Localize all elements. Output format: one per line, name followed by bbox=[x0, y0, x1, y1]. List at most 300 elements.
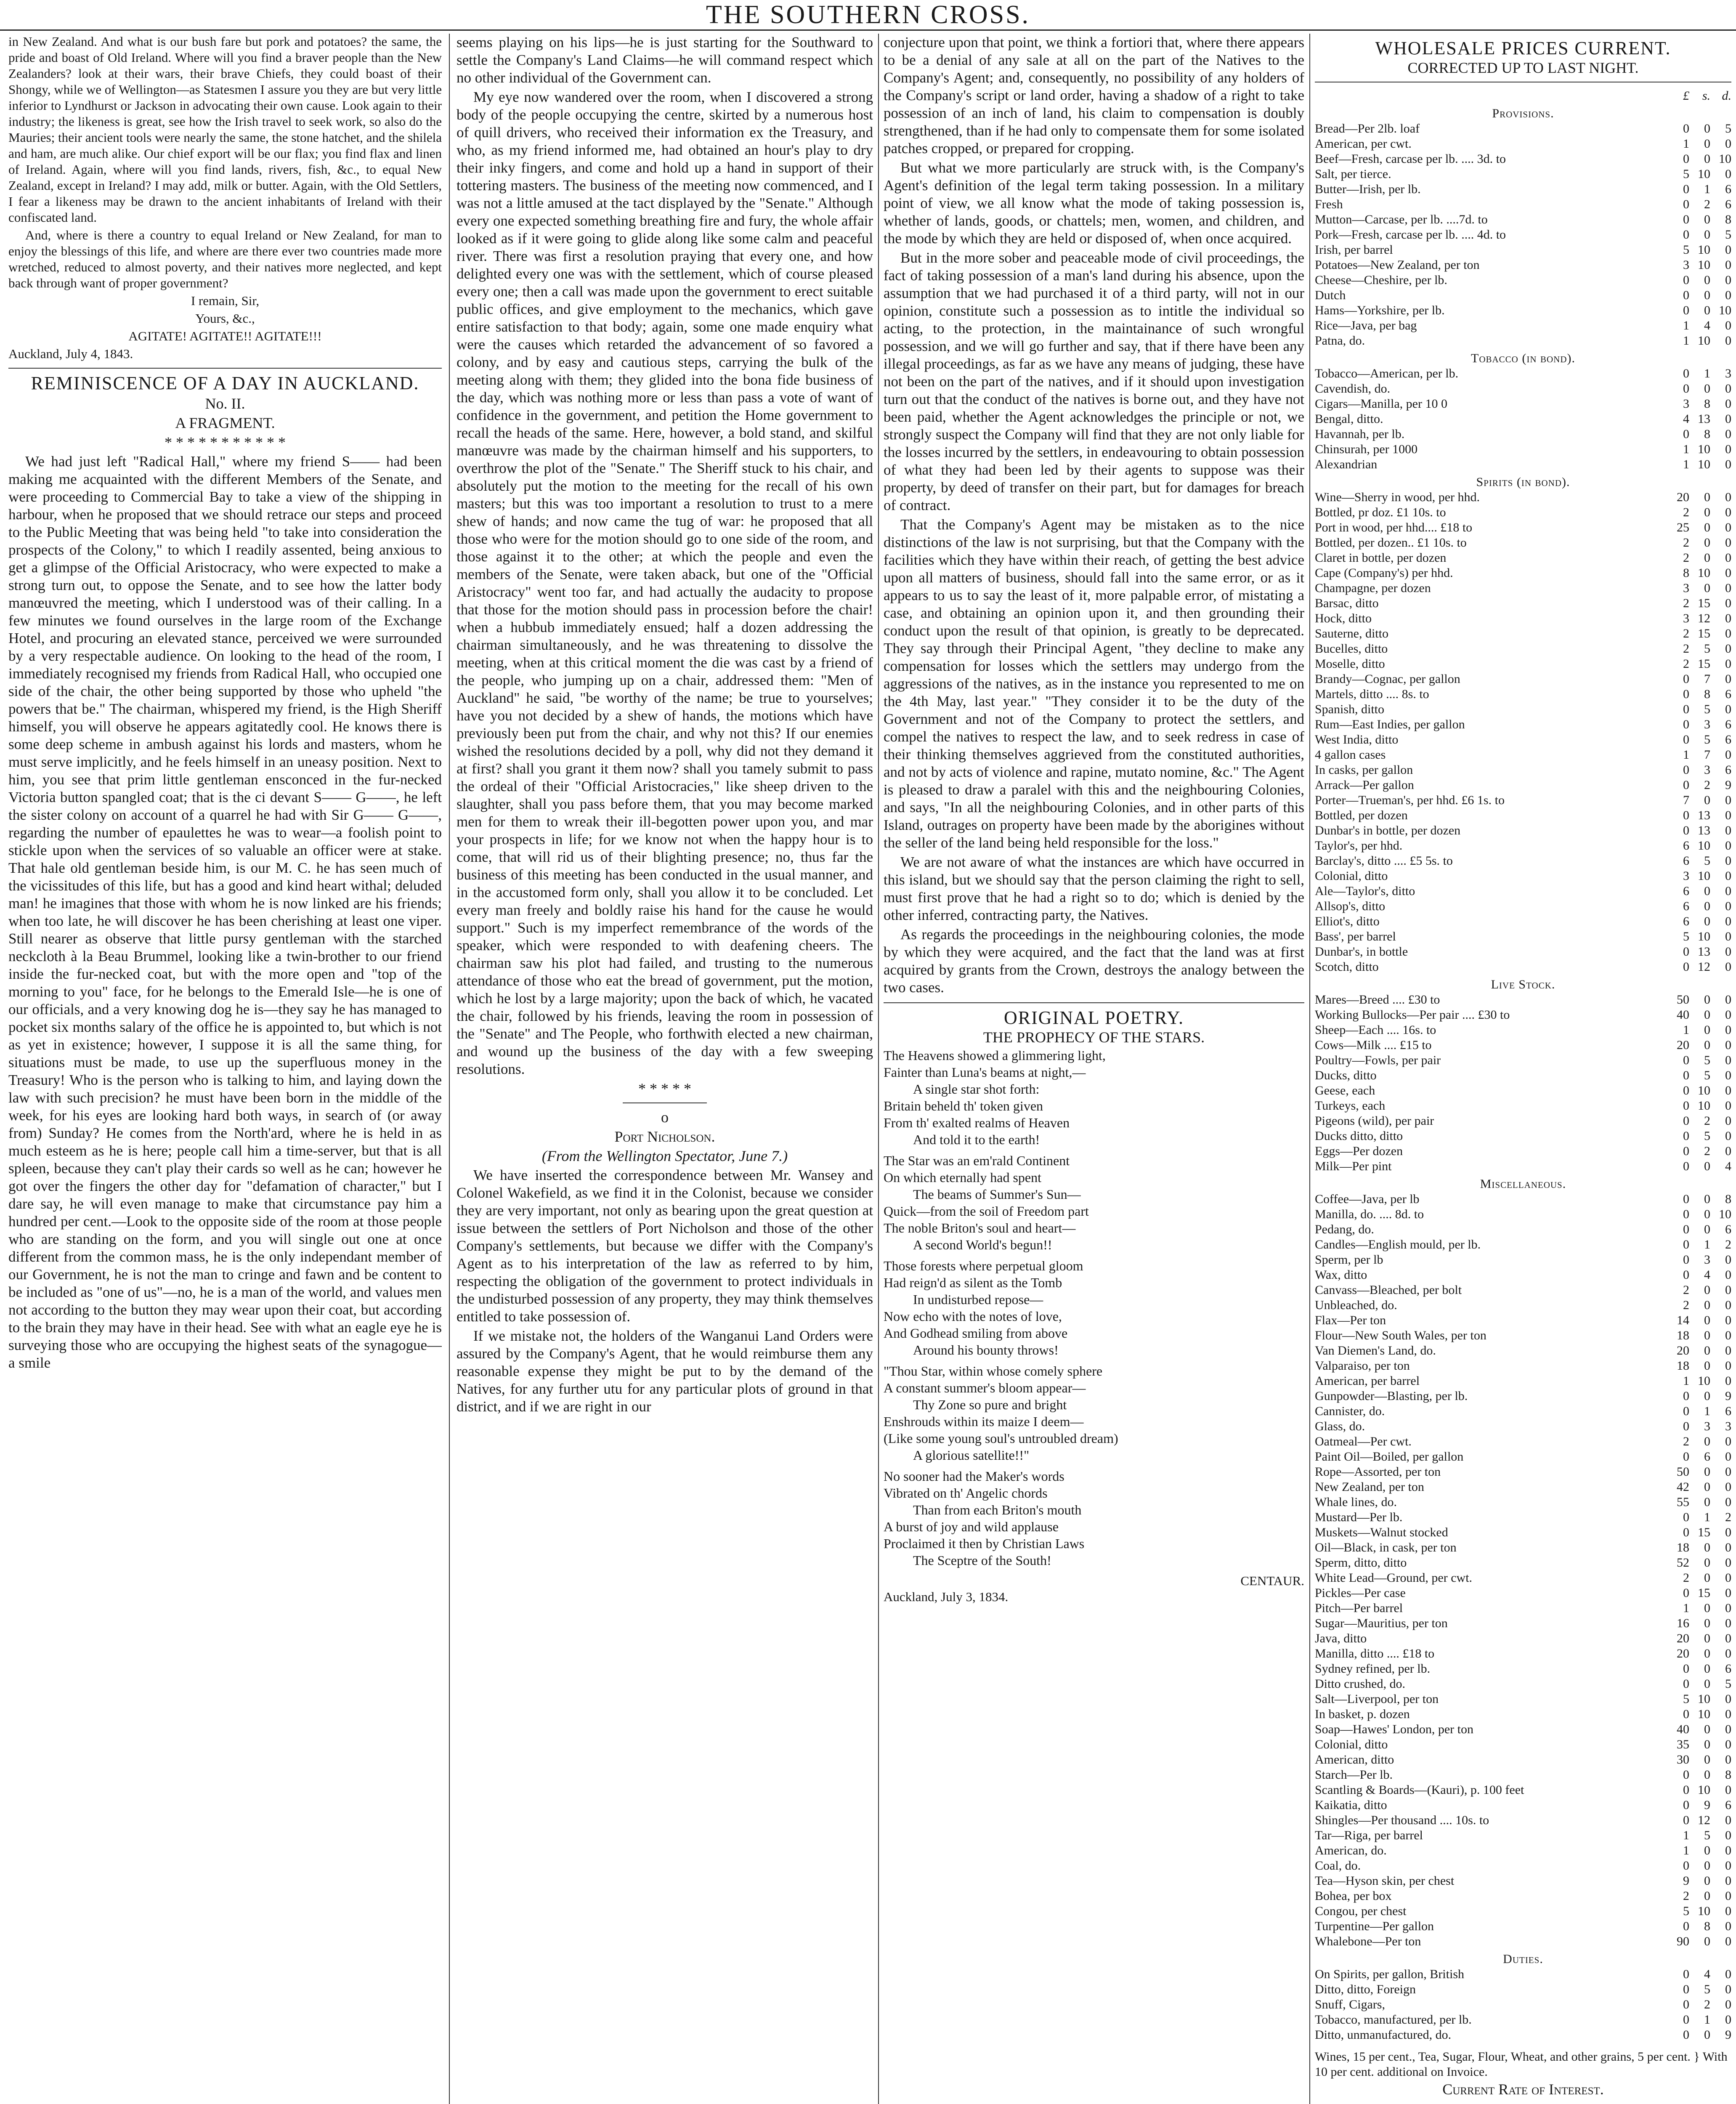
price-row bbox=[1315, 641, 1731, 656]
price-value: 0 bbox=[1683, 1798, 1689, 1812]
price-row bbox=[1315, 366, 1731, 381]
price-row bbox=[1315, 2027, 1731, 2043]
poem-line: Britain beheld th' token given bbox=[884, 1098, 1043, 1113]
price-item: Manilla, do. .... 8d. to bbox=[1315, 1207, 1424, 1221]
price-item: Scotch, ditto bbox=[1315, 960, 1379, 974]
price-value: 13 bbox=[1698, 945, 1710, 959]
poem-dateline: Auckland, July 3, 1834. bbox=[884, 1589, 1009, 1604]
price-value: 0 bbox=[1683, 1207, 1689, 1221]
poem-line: Proclaimed it then by Christian Laws bbox=[884, 1536, 1085, 1551]
price-value: 5 bbox=[1683, 1692, 1689, 1706]
price-row bbox=[1315, 853, 1731, 869]
price-value: 0 bbox=[1725, 1692, 1731, 1706]
price-value: 0 bbox=[1704, 1495, 1710, 1509]
price-value: 0 bbox=[1725, 566, 1731, 580]
price-value: 0 bbox=[1683, 1525, 1689, 1539]
price-row bbox=[1315, 490, 1731, 505]
price-value: 6 bbox=[1683, 884, 1689, 898]
price-value: 0 bbox=[1683, 763, 1689, 777]
price-value: 0 bbox=[1725, 1889, 1731, 1903]
column-rule bbox=[878, 34, 879, 2104]
price-row bbox=[1315, 914, 1731, 929]
price-item: Dutch bbox=[1315, 288, 1346, 302]
price-row bbox=[1315, 1934, 1731, 1949]
price-value: 5 bbox=[1704, 1129, 1710, 1143]
price-value: 10 bbox=[1698, 457, 1710, 471]
price-value: 1 bbox=[1683, 1601, 1689, 1615]
price-value: 0 bbox=[1704, 581, 1710, 595]
price-value: 2 bbox=[1725, 1510, 1731, 1524]
poem-line: Enshrouds within its maize I deem— bbox=[884, 1414, 1084, 1429]
price-item: Elliot's, ditto bbox=[1315, 914, 1380, 928]
price-section-title: Miscellaneous. bbox=[1480, 1177, 1566, 1191]
price-value: 0 bbox=[1683, 1389, 1689, 1403]
price-value: 0 bbox=[1725, 1253, 1731, 1267]
price-value: 10 bbox=[1698, 1707, 1710, 1721]
price-value: 0 bbox=[1683, 733, 1689, 746]
price-value: 0 bbox=[1704, 551, 1710, 565]
price-value: 15 bbox=[1698, 596, 1710, 610]
poem-line: Thy Zone so pure and bright bbox=[913, 1397, 1067, 1412]
article-paragraph: We have inserted the correspondence between Mr. Wansey and Colonel Wakefield, as we find it in the Colonist, because we consider they are very important, not only as bearing upon the great question at issue between the settlers of Port Nicholson and those of the other Company's settlements, but because we differ with the Company's Agent as to his interpretation of the law as referred to by him, respecting the obligation of the government to protect individuals in the undisturbed possession of any property, they may think themselves entitled to take possession of. bbox=[457, 1167, 873, 1325]
price-value: 10 bbox=[1698, 258, 1710, 272]
divider-ornament: o bbox=[661, 1109, 669, 1126]
price-row bbox=[1315, 318, 1731, 333]
price-row bbox=[1315, 303, 1731, 318]
duties-note-brace: } bbox=[1694, 2050, 1703, 2064]
price-item: Ale—Taylor's, ditto bbox=[1315, 884, 1415, 898]
price-value: 0 bbox=[1725, 1465, 1731, 1479]
price-item: In casks, per gallon bbox=[1315, 763, 1413, 777]
price-row bbox=[1315, 1113, 1731, 1129]
price-value: 0 bbox=[1704, 1344, 1710, 1358]
price-value: 15 bbox=[1698, 657, 1710, 671]
price-value: 0 bbox=[1704, 137, 1710, 151]
price-row bbox=[1315, 427, 1731, 442]
price-value: 0 bbox=[1725, 657, 1731, 671]
price-item: New Zealand, per ton bbox=[1315, 1480, 1424, 1494]
price-value: 0 bbox=[1725, 536, 1731, 550]
price-value: 0 bbox=[1683, 273, 1689, 287]
price-value: 5 bbox=[1683, 243, 1689, 257]
price-item: Barclay's, ditto .... £5 5s. to bbox=[1315, 854, 1453, 868]
price-value: 0 bbox=[1725, 1541, 1731, 1554]
price-value: 10 bbox=[1698, 566, 1710, 580]
price-value: 0 bbox=[1683, 1053, 1689, 1067]
price-value: 0 bbox=[1683, 1859, 1689, 1873]
price-item: Pickles—Per case bbox=[1315, 1586, 1406, 1600]
price-value: 10 bbox=[1698, 1084, 1710, 1097]
price-value: 1 bbox=[1704, 1238, 1710, 1251]
price-value: 1 bbox=[1704, 1510, 1710, 1524]
article-paragraph: We are not aware of what the instances are which have occurred in this island, but we should say that the person claiming the right to sell, must first prove that he had a right so to do; which is denied by the other inferred, contracting party, the Natives. bbox=[884, 854, 1304, 923]
price-value: 0 bbox=[1683, 717, 1689, 731]
price-value: 6 bbox=[1725, 763, 1731, 777]
price-value: 0 bbox=[1725, 930, 1731, 943]
price-value: 0 bbox=[1704, 1008, 1710, 1022]
price-value: 90 bbox=[1677, 1934, 1689, 1948]
price-value: 55 bbox=[1677, 1495, 1689, 1509]
price-value: 0 bbox=[1725, 412, 1731, 426]
price-item: Bottled, per dozen bbox=[1315, 808, 1408, 822]
asterisk-line: * * * * * bbox=[638, 1080, 691, 1097]
poem-line: On which eternally had spent bbox=[884, 1170, 1041, 1185]
price-row bbox=[1315, 611, 1731, 626]
price-value: 10 bbox=[1698, 930, 1710, 943]
article-paragraph: conjecture upon that point, we think a fortiori that, where there appears to be a denial of any sale at all on the part of the Natives to the Company's Agent; and, consequently, no possibility of any holders of the Company's script or land order, having a shadow of a right to take possession of an inch of land, his claim to compensation is doubly strengthened, than if he had only to compensate them for some isolated patches cropped, or prepared for cropping. bbox=[884, 34, 1304, 157]
poem-line: The Star was an em'rald Continent bbox=[884, 1153, 1070, 1168]
price-item: Mares—Breed .... £30 to bbox=[1315, 993, 1440, 1007]
price-value: 3 bbox=[1683, 258, 1689, 272]
price-value: 0 bbox=[1725, 1495, 1731, 1509]
price-row bbox=[1315, 1692, 1731, 1707]
price-value: 2 bbox=[1683, 1889, 1689, 1903]
price-item: Glass, do. bbox=[1315, 1419, 1365, 1433]
price-row bbox=[1315, 732, 1731, 747]
price-row bbox=[1315, 1083, 1731, 1098]
price-item: Pork—Fresh, carcase per lb. .... 4d. to bbox=[1315, 228, 1506, 242]
price-item: Turpentine—Per gallon bbox=[1315, 1919, 1434, 1933]
price-value: 20 bbox=[1677, 1647, 1689, 1660]
price-section-row bbox=[1315, 472, 1731, 490]
price-item: Colonial, ditto bbox=[1315, 1737, 1388, 1751]
price-row bbox=[1315, 687, 1731, 702]
price-value: 0 bbox=[1704, 1844, 1710, 1857]
article-paragraph: That the Company's Agent may be mistaken as to the nice distinctions of the law is not surprising, but that the Company with the facilities which they have within their reach, of getting the best advice upon all matters of business, should fall into the same error, or as it appears to us to say the least of it, more palpable error, of mistating a case, and obtaining an opinion upon it, and then grounding their conduct upon the result of that opinion, is greatly to be deprecated. They say through their Principal Agent, "they decline to make any compensation for losses which the settlers may undergo from the aggressions of the natives, as in the instance you represented to me on the 4th May, last year." "They consider it to be the duty of the Government and not of the Company to protect the settlers, and compel the natives to respect the law, and to seek redress in case of their thinking themselves aggrieved from the constituted authorities, and not by acts of violence and rapine, mutato nomine, &c." The Agent is pleased to draw a paralel with this and the neighbouring Colonies, and says, "In all the neighbouring Colonies, and in other parts of this Island, outrages on property have been made by the aborigines without the seller of the land being held responsible for the loss." bbox=[884, 516, 1304, 851]
price-value: 0 bbox=[1683, 367, 1689, 380]
price-value: 0 bbox=[1683, 1404, 1689, 1418]
price-value: 13 bbox=[1698, 808, 1710, 822]
price-row bbox=[1315, 1889, 1731, 1904]
price-value: 0 bbox=[1725, 1038, 1731, 1052]
price-row bbox=[1315, 1601, 1731, 1616]
price-value: 0 bbox=[1704, 152, 1710, 166]
price-value: 0 bbox=[1683, 1084, 1689, 1097]
poem bbox=[884, 1047, 1304, 1569]
poem-stanza bbox=[884, 1257, 1304, 1358]
price-value: 0 bbox=[1704, 303, 1710, 317]
price-value: 5 bbox=[1725, 1677, 1731, 1691]
price-item: Flour—New South Wales, per ton bbox=[1315, 1328, 1486, 1342]
price-value: 2 bbox=[1683, 1298, 1689, 1312]
price-value: 0 bbox=[1725, 1753, 1731, 1767]
price-item: Havannah, per lb. bbox=[1315, 427, 1405, 441]
poem-stanza bbox=[884, 1152, 1304, 1253]
price-value: 3 bbox=[1725, 367, 1731, 380]
price-item: West India, ditto bbox=[1315, 733, 1399, 746]
price-value: 10 bbox=[1698, 869, 1710, 883]
price-item: Ditto crushed, do. bbox=[1315, 1677, 1405, 1691]
price-section-row bbox=[1315, 1174, 1731, 1192]
price-row bbox=[1315, 1646, 1731, 1661]
poem-line: A burst of joy and wild applause bbox=[884, 1519, 1059, 1534]
price-value: 0 bbox=[1725, 808, 1731, 822]
price-value: 8 bbox=[1704, 397, 1710, 411]
price-row bbox=[1315, 1707, 1731, 1722]
price-item: Oatmeal—Per cwt. bbox=[1315, 1435, 1412, 1448]
price-value: 0 bbox=[1725, 1707, 1731, 1721]
price-row bbox=[1315, 656, 1731, 672]
price-row bbox=[1315, 1722, 1731, 1737]
price-value: 0 bbox=[1704, 2028, 1710, 2042]
price-item: Patna, do. bbox=[1315, 334, 1365, 348]
price-value: 0 bbox=[1725, 627, 1731, 640]
price-value: 10 bbox=[1698, 243, 1710, 257]
price-item: Pitch—Per barrel bbox=[1315, 1601, 1403, 1615]
duties-note-left: Wines, 15 per cent., Tea, Sugar, Flour, Wheat, and other grains, 5 per cent. bbox=[1315, 2050, 1691, 2064]
price-value: 0 bbox=[1704, 1647, 1710, 1660]
price-value: 0 bbox=[1683, 1192, 1689, 1206]
price-item: In basket, p. dozen bbox=[1315, 1707, 1410, 1721]
price-row bbox=[1315, 899, 1731, 914]
poem-line: And told it to the earth! bbox=[913, 1132, 1040, 1147]
price-value: 0 bbox=[1725, 1313, 1731, 1327]
price-value: 13 bbox=[1698, 412, 1710, 426]
price-row bbox=[1315, 212, 1731, 227]
price-value: 0 bbox=[1725, 273, 1731, 287]
price-item: Sydney refined, per lb. bbox=[1315, 1662, 1431, 1676]
price-item: Bread—Per 2lb. loaf bbox=[1315, 122, 1420, 135]
price-value: 0 bbox=[1725, 611, 1731, 625]
price-item: Porter—Trueman's, per hhd. £6 1s. to bbox=[1315, 793, 1505, 807]
price-value: 0 bbox=[1683, 1099, 1689, 1113]
price-value: 0 bbox=[1725, 1435, 1731, 1448]
poem-line: The Sceptre of the South! bbox=[913, 1553, 1051, 1568]
price-row bbox=[1315, 1373, 1731, 1389]
price-value: 3 bbox=[1683, 397, 1689, 411]
price-value: 6 bbox=[1725, 687, 1731, 701]
price-value: 0 bbox=[1725, 596, 1731, 610]
price-value: 0 bbox=[1683, 960, 1689, 974]
poem-line: Fainter than Luna's beams at night,— bbox=[884, 1065, 1086, 1080]
price-row bbox=[1315, 121, 1731, 136]
price-value: 1 bbox=[1683, 1374, 1689, 1388]
price-value: 0 bbox=[1725, 672, 1731, 686]
price-item: Arrack—Per gallon bbox=[1315, 778, 1414, 792]
price-row bbox=[1315, 1813, 1731, 1828]
price-value: 0 bbox=[1704, 1859, 1710, 1873]
article-paragraph: We had just left "Radical Hall," where my friend S—— had been making me acquainted with the different Members of the Senate, and were proceeding to Commercial Bay to take a view of the shipping in harbour, when he proposed that we should retrace our steps and proceed to the Public Meeting that was being held "to take into consideration the prospects of the Colony," to which I readily assented, being anxious to get a glimpse of the Official Aristocracy, who were expected to make a strong turn out, to oppose the Senate, and to see how the latter body manœuvred the meeting, which I understood was of their calling. In a few minutes we found ourselves in the large room of the Exchange Hotel, and procuring an elevated stance, perceived we were surrounded by a very respectable audience. On looking to the head of the room, I immediately recognised my friends from Radical Hall, who occupied one side of the chair, the other being supported by those who upheld "the powers that be." The chairman, whispered my friend, is the High Sheriff himself, you will observe he appears agitatedly cool. He knows there is some deep scheme in ambush against his lords and masters, whom he must serve implicitly, and he feels himself in an uneasy position. Next to him, you see that prim little gentleman ensconced in the fur-necked Victoria button spangled coat; that is the ci devant S—— G——, he left the sister colony on account of a quarrel he had with Sir G—— G——, regarding the number of epaulettes he was to wear—a foolish point to stickle upon when the services of so valuable an officer were at stake. That hale old gentleman beside him, is our M. C. he has seen much of the vicissitudes of this life, but has a good and kind heart withal; deluded man! he imagines that those with whom he is now linked are his friends; when too late, he will discover he has been cherishing at least one viper. Still nearer as observe that little pursy gentleman with the starched neckcloth à la Beau Brummel, looking like a twin-brother to our friend inside the fur-necked coat, but with the more open and "top of the morning to you" face, for he belongs to the Emerald Isle—he is one of our officials, and a very knowing dog he is—they say he has managed to pocket six months salary of the office he is appointed to, but which is not as yet in existence; however, I suppose it is all the same thing, for situations must be made, to use up the superfluous money in the Treasury! Who is the person who is talking to him, and laying down the law with such precision? he must have been born in the middle of the week, for his eyes are looking hard both ways, in search of (or away from) Sunday? He comes from the North'ard, where he is held in as much esteem as he is here; people call him a time-server, but that is all spleen, because they can't play their cards so well as he can; however he got over the fingers the other day for "defamation of character," but I dare say, he will even manage to make that circumstance pay him a hundred per cent.—Look to the opposite side of the room at those people who are standing on the form, and you will single out one at once different from the common mass, he is the only independant member of our Government, he is not the man to cringe and fawn and be content to be included as "one of us"—no, he is a man of the world, and values men not according to the button they may wear upon their coat, but according to the brain they may have in their head. See with what an eagle eye he is surveying those who are occupying the highest seats of the synagogue—a smile bbox=[8, 453, 442, 1371]
price-row bbox=[1315, 535, 1731, 550]
price-value: 1 bbox=[1683, 1828, 1689, 1842]
price-item: Colonial, ditto bbox=[1315, 869, 1388, 883]
price-row bbox=[1315, 992, 1731, 1007]
price-row bbox=[1315, 242, 1731, 258]
price-value: 0 bbox=[1683, 303, 1689, 317]
price-value: 5 bbox=[1725, 122, 1731, 135]
price-value: 35 bbox=[1677, 1737, 1689, 1751]
price-value: 0 bbox=[1683, 1919, 1689, 1933]
price-item: Brandy—Cognac, per gallon bbox=[1315, 672, 1460, 686]
price-section-row bbox=[1315, 975, 1731, 992]
section-divider bbox=[623, 1102, 707, 1103]
price-item: American, ditto bbox=[1315, 1753, 1394, 1767]
price-value: 10 bbox=[1719, 303, 1731, 317]
price-value: 0 bbox=[1725, 1998, 1731, 2011]
price-value: 1 bbox=[1683, 748, 1689, 762]
price-value: 0 bbox=[1683, 1768, 1689, 1782]
price-value: 0 bbox=[1683, 1222, 1689, 1236]
price-value: 0 bbox=[1683, 824, 1689, 837]
price-value: 2 bbox=[1683, 596, 1689, 610]
price-item: Port in wood, per hhd.... £18 to bbox=[1315, 521, 1473, 534]
price-value: 25 bbox=[1677, 521, 1689, 534]
price-item: Bass', per barrel bbox=[1315, 930, 1396, 943]
duties-note-right: With 10 per cent. additional on Invoice. bbox=[1315, 2050, 1728, 2079]
price-row bbox=[1315, 1783, 1731, 1798]
price-row bbox=[1315, 1283, 1731, 1298]
price-value: 0 bbox=[1725, 914, 1731, 928]
price-row bbox=[1315, 1798, 1731, 1813]
price-row bbox=[1315, 1495, 1731, 1510]
poem-line: Quick—from the soil of Freedom part bbox=[884, 1203, 1089, 1219]
price-value: 3 bbox=[1704, 1419, 1710, 1433]
price-value: 0 bbox=[1725, 427, 1731, 441]
price-value: 0 bbox=[1704, 1934, 1710, 1948]
price-row bbox=[1315, 1510, 1731, 1525]
price-item: Soap—Hawes' London, per ton bbox=[1315, 1722, 1474, 1736]
poem-line: No sooner had the Maker's words bbox=[884, 1469, 1064, 1484]
price-row bbox=[1315, 396, 1731, 412]
price-row bbox=[1315, 566, 1731, 581]
price-item: Potatoes—New Zealand, per ton bbox=[1315, 258, 1480, 272]
currency-header: s. bbox=[1702, 89, 1710, 103]
letter-signoff: I remain, Sir, bbox=[191, 293, 260, 308]
price-value: 7 bbox=[1683, 793, 1689, 807]
price-value: 50 bbox=[1677, 1465, 1689, 1479]
price-value: 3 bbox=[1704, 1253, 1710, 1267]
price-value: 5 bbox=[1704, 1982, 1710, 1996]
price-item: Canvass—Bleached, per bolt bbox=[1315, 1283, 1462, 1297]
article-paragraph: But what we more particularly are struck with, is the Company's Agent's definition of the legal term taking possession. In a military point of view, we all know what the mode of taking possession is, whether of lands, goods, or chattels; men, women, and children, and the mode by which they are held or disposed of, when once acquired. bbox=[884, 159, 1304, 247]
price-value: 0 bbox=[1704, 884, 1710, 898]
price-value: 0 bbox=[1725, 1053, 1731, 1067]
poem-stanza bbox=[884, 1468, 1304, 1569]
price-item: Manilla, ditto .... £18 to bbox=[1315, 1647, 1435, 1660]
price-row bbox=[1315, 1298, 1731, 1313]
price-value: 0 bbox=[1704, 505, 1710, 519]
price-value: 0 bbox=[1725, 960, 1731, 974]
price-value: 0 bbox=[1683, 1159, 1689, 1173]
price-value: 2 bbox=[1725, 1238, 1731, 1251]
article-source: (From the Wellington Spectator, June 7.) bbox=[542, 1148, 788, 1164]
poem-stanza bbox=[884, 1363, 1304, 1464]
price-row bbox=[1315, 1419, 1731, 1434]
price-row bbox=[1315, 929, 1731, 944]
price-value: 0 bbox=[1704, 490, 1710, 504]
price-value: 2 bbox=[1683, 657, 1689, 671]
price-value: 0 bbox=[1704, 122, 1710, 135]
price-item: Mustard—Per lb. bbox=[1315, 1510, 1403, 1524]
price-row bbox=[1315, 1252, 1731, 1267]
price-value: 0 bbox=[1725, 1967, 1731, 1981]
price-item: Java, ditto bbox=[1315, 1631, 1367, 1645]
price-item: Cannister, do. bbox=[1315, 1404, 1385, 1418]
price-item: Tea—Hyson skin, per chest bbox=[1315, 1874, 1455, 1888]
poem-line: A single star shot forth: bbox=[913, 1081, 1040, 1097]
price-value: 1 bbox=[1704, 367, 1710, 380]
price-value: 4 bbox=[1683, 412, 1689, 426]
price-value: 40 bbox=[1677, 1008, 1689, 1022]
price-value: 0 bbox=[1725, 854, 1731, 868]
price-row bbox=[1315, 1858, 1731, 1873]
price-item: Candles—English mould, per lb. bbox=[1315, 1238, 1481, 1251]
column-3 bbox=[884, 34, 1304, 2104]
price-value: 9 bbox=[1704, 1798, 1710, 1812]
price-item: Bottled, pr doz. £1 10s. to bbox=[1315, 505, 1446, 519]
price-row bbox=[1315, 1982, 1731, 1997]
price-value: 10 bbox=[1719, 1207, 1731, 1221]
price-row bbox=[1315, 151, 1731, 167]
letter-paragraph: in New Zealand. And what is our bush fare but pork and potatoes? the same, the pride and boast of Old Ireland. Where will you find a braver people than the New Zealanders? look at their wars, their brave Chiefs, they could boast of their Shongy, while we of Wellington—as Statesmen I assure you they are but very little inferior to Lyndhurst or Jackson in advocating their own cause. Look again to their industry; the likeness is great, see how the Irish travel to seek work, so also do the Mauries; their ancient tools were nearly the same, the stone hatchet, and the shilela and ham, are much alike. Our chief export will be our flax; you find flax and linen of Ireland. Again, where will you find lands, rivers, fish, &c., to equal New Zealand, except in Ireland? I may add, milk or butter. Again, with the Old Settlers, I fear a likeness may be drawn to the ancient inhabitants of Ireland with their confiscated land. bbox=[8, 34, 442, 225]
price-value: 8 bbox=[1725, 1768, 1731, 1782]
price-row bbox=[1315, 1237, 1731, 1252]
price-value: 0 bbox=[1704, 1389, 1710, 1403]
price-value: 0 bbox=[1725, 1480, 1731, 1494]
price-value: 8 bbox=[1704, 427, 1710, 441]
price-value: 1 bbox=[1683, 319, 1689, 332]
price-value: 0 bbox=[1704, 1616, 1710, 1630]
price-value: 6 bbox=[1683, 914, 1689, 928]
price-value: 0 bbox=[1704, 914, 1710, 928]
price-value: 5 bbox=[1683, 930, 1689, 943]
price-value: 0 bbox=[1725, 1859, 1731, 1873]
price-item: Salt—Liverpool, per ton bbox=[1315, 1692, 1439, 1706]
price-value: 0 bbox=[1725, 869, 1731, 883]
price-row bbox=[1315, 1737, 1731, 1752]
article-paragraph: As regards the proceedings in the neighbouring colonies, the mode by which they were acquired, and the fact that the land was at first acquired by grants from the Crown, destroys the analogy between the two cases. bbox=[884, 926, 1304, 996]
price-row bbox=[1315, 1661, 1731, 1676]
price-item: Whale lines, do. bbox=[1315, 1495, 1397, 1509]
price-value: 0 bbox=[1704, 1023, 1710, 1037]
price-value: 6 bbox=[1683, 899, 1689, 913]
price-value: 0 bbox=[1725, 1068, 1731, 1082]
price-value: 10 bbox=[1698, 1374, 1710, 1388]
price-table bbox=[1315, 88, 1731, 2043]
poem-line: The Heavens showed a glimmering light, bbox=[884, 1048, 1106, 1063]
price-value: 0 bbox=[1725, 1844, 1731, 1857]
price-item: Muskets—Walnut stocked bbox=[1315, 1525, 1448, 1539]
poem-line: "Thou Star, within whose comely sphere bbox=[884, 1363, 1103, 1379]
price-value: 15 bbox=[1698, 627, 1710, 640]
price-value: 0 bbox=[1683, 1253, 1689, 1267]
price-value: 0 bbox=[1683, 1419, 1689, 1433]
article-paragraph: But in the more sober and peaceable mode of civil proceedings, the fact of taking possession of a man's land during his absence, upon the assumption that we had purchased it of a third party, will not in our opinion, constitute such a possession as to intitle the individual so acting, to the protection, in the maintainance of such wrongful possession, and we will go further and say, that if there have been any illegal proceedings, as far as we have any means of judging, these have not been on the part of the natives, and if it should upon investigation turn out that the conduct of the natives is borne out, and they have not been paid, whether the Agent acknowledges the principle or not, we strongly suspect the Company will find that they are not only liable for the losses incurred by the settlers, in endeavouring to obtain possession of what they had been led by their agents to suppose was their property, by deed of transfer on their part, but for damages for breach of contract. bbox=[884, 250, 1304, 513]
price-value: 0 bbox=[1725, 1328, 1731, 1342]
section-divider bbox=[884, 1002, 1304, 1003]
price-value: 0 bbox=[1725, 1129, 1731, 1143]
poem-signature: CENTAUR. bbox=[1240, 1573, 1304, 1588]
price-value: 0 bbox=[1683, 228, 1689, 242]
price-row bbox=[1315, 1919, 1731, 1934]
price-value: 3 bbox=[1683, 611, 1689, 625]
price-value: 15 bbox=[1698, 1586, 1710, 1600]
price-value: 18 bbox=[1677, 1328, 1689, 1342]
price-value: 0 bbox=[1704, 228, 1710, 242]
price-row bbox=[1315, 793, 1731, 808]
price-value: 0 bbox=[1683, 672, 1689, 686]
price-row bbox=[1315, 1631, 1731, 1646]
price-value: 5 bbox=[1704, 702, 1710, 716]
price-value: 0 bbox=[1725, 1571, 1731, 1585]
poem-line: Than from each Briton's mouth bbox=[913, 1502, 1082, 1517]
price-value: 0 bbox=[1725, 1023, 1731, 1037]
price-value: 0 bbox=[1725, 884, 1731, 898]
price-value: 6 bbox=[1725, 733, 1731, 746]
price-value: 2 bbox=[1704, 197, 1710, 211]
price-row bbox=[1315, 1007, 1731, 1023]
price-value: 0 bbox=[1704, 1159, 1710, 1173]
